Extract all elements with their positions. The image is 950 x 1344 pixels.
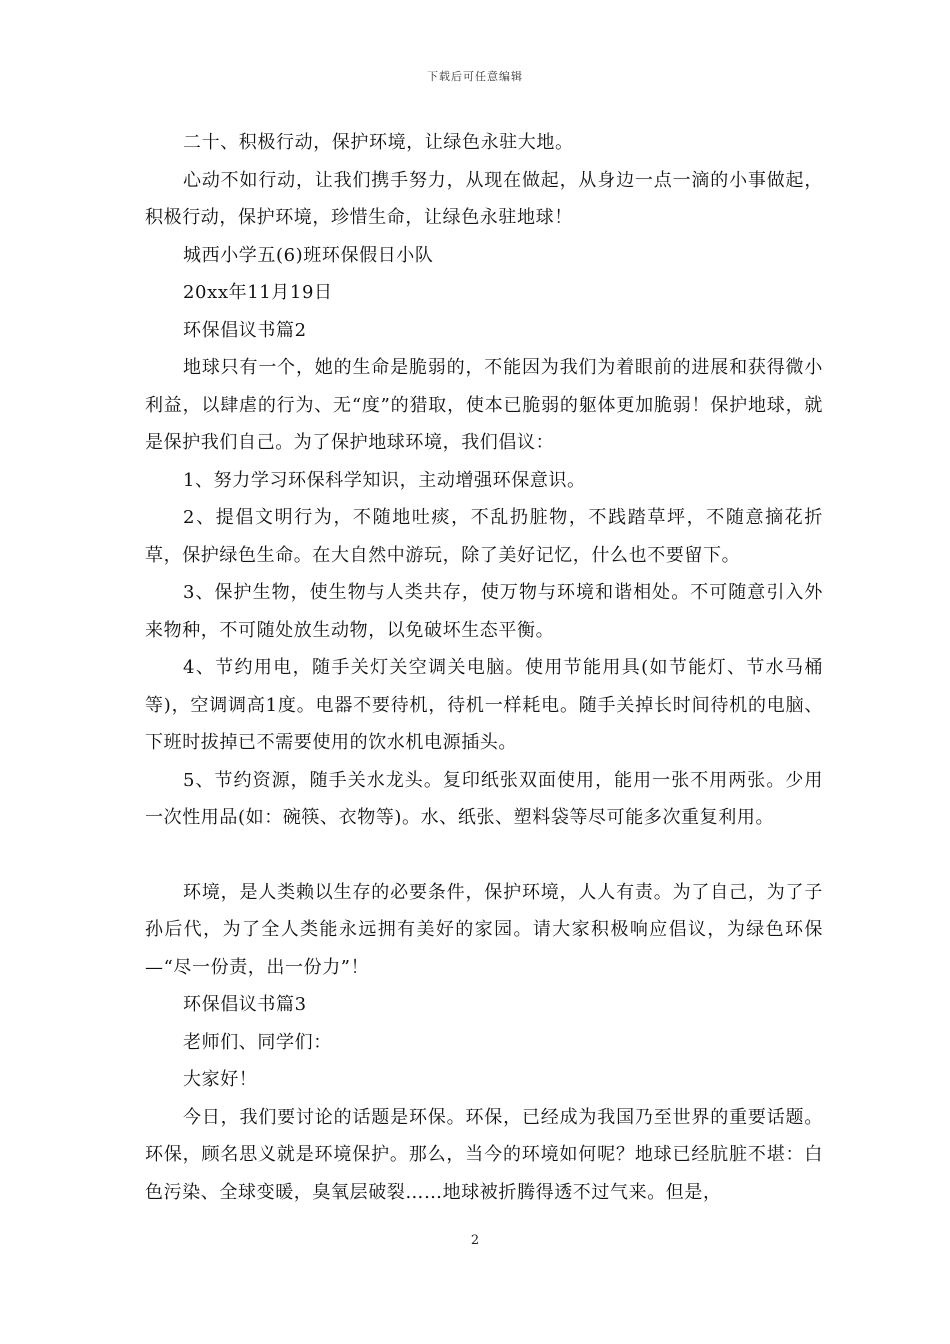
list-item: 3、保护生物，使生物与人类共存，使万物与环境和谐相处。不可随意引入外来物种，不可随处放生动物，以免破坏生态平衡。 (145, 582, 823, 641)
paragraph: 今日，我们要讨论的话题是环保。环保，已经成为我国乃至世界的重要话题。环保，顾名思义就是环境保护。那么，当今的环境如何呢？地球已经肮脏不堪：白色污染、全球变暖，臭氧层破裂……地球被折腾得透不过气来。但是， (145, 1106, 823, 1203)
paragraph: 二十、积极行动，保护环境，让绿色永驻大地。 (183, 132, 574, 153)
page-header: 下载后可任意编辑 (427, 70, 523, 83)
document-body (145, 124, 823, 1211)
signature-date: 20xx年11月19日 (183, 282, 333, 303)
section-title: 环保倡议书篇3 (183, 994, 307, 1015)
greeting: 大家好！ (183, 1069, 258, 1090)
paragraph: 地球只有一个，她的生命是脆弱的，不能因为我们为着眼前的进展和获得微小利益，以肆虐的行为、无“度”的猎取，使本已脆弱的躯体更加脆弱！保护地球，就是保护我们自己。为了保护地球环境，我们倡议： (145, 357, 823, 453)
paragraph: 环境，是人类赖以生存的必要条件，保护环境，人人有责。为了自己，为了子孙后代，为了全人类能永远拥有美好的家园。请大家积极响应倡议，为绿色环保—“尽一份责，出一份力”！ (145, 881, 823, 978)
list-item: 2、提倡文明行为，不随地吐痰，不乱扔脏物，不践踏草坪，不随意摘花折草，保护绿色生命。在大自然中游玩，除了美好记忆，什么也不要留下。 (145, 507, 823, 566)
list-item: 4、节约用电，随手关灯关空调关电脑。使用节能用具(如节能灯、节水马桶等)，空调调高1度。电器不要待机，待机一样耗电。随手关掉长时间待机的电脑、下班时拔掉已不需要使用的饮水机电源插头。 (145, 657, 823, 753)
salutation: 老师们、同学们： (183, 1031, 332, 1053)
page-number: 2 (470, 1233, 480, 1248)
paragraph: 心动不如行动，让我们携手努力，从现在做起，从身边一点一滴的小事做起，积极行动，保护环境，珍惜生命，让绿色永驻地球！ (145, 169, 823, 228)
list-item: 1、努力学习环保科学知识，主动增强环保意识。 (183, 469, 586, 491)
list-item: 5、节约资源，随手关水龙头。复印纸张双面使用，能用一张不用两张。少用一次性用品(如：碗筷、衣物等)。水、纸张、塑料袋等尽可能多次重复利用。 (145, 769, 823, 828)
section-title: 环保倡议书篇2 (183, 319, 307, 341)
signature-organization: 城西小学五(6)班环保假日小队 (183, 244, 434, 266)
